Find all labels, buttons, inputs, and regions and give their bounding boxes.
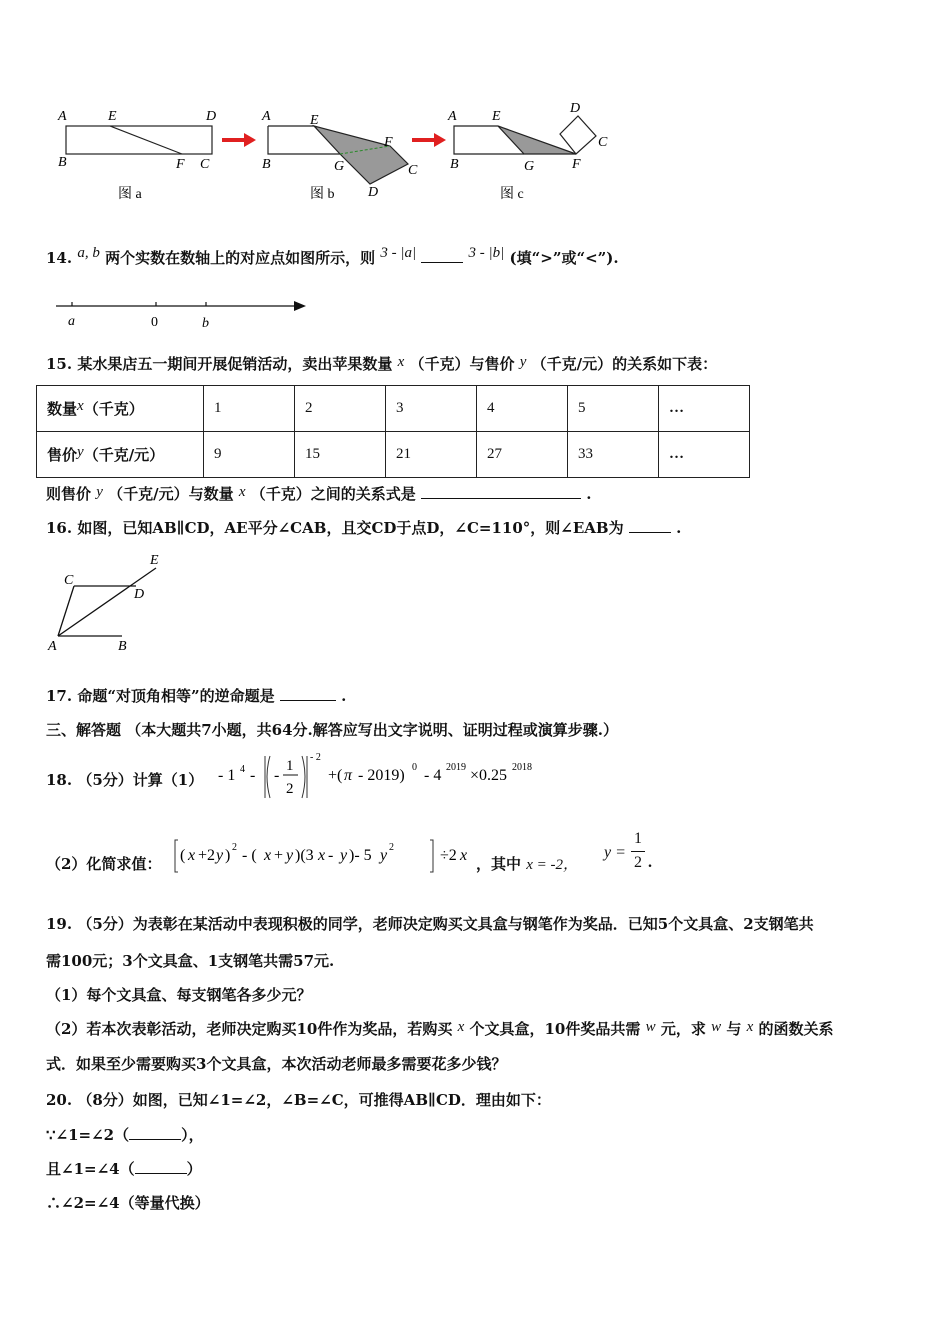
q16-text: 如图，已知AB∥CD，AE平分∠CAB，且交CD于点D，∠C=110°，则∠EAB为 bbox=[77, 519, 624, 537]
q18-where-text: ，其中 bbox=[476, 855, 522, 873]
svg-text:2: 2 bbox=[232, 842, 237, 853]
svg-text:π: π bbox=[344, 767, 353, 784]
q14-expr2: 3 - |b| bbox=[468, 245, 505, 261]
q15-text2: （千克）与售价 bbox=[409, 355, 515, 373]
table-row bbox=[37, 432, 750, 478]
caption-c: 图 c bbox=[500, 187, 524, 202]
table-header-price: 售价y（千克/元） bbox=[37, 432, 204, 478]
svg-text:y: y bbox=[340, 847, 348, 864]
svg-text:- 4: - 4 bbox=[424, 767, 442, 784]
q17-end: . bbox=[341, 687, 347, 705]
q20-step2-text: 且∠1=∠4（ bbox=[46, 1160, 135, 1178]
question-17 bbox=[46, 686, 346, 706]
question-14 bbox=[46, 245, 619, 269]
svg-text:-: - bbox=[250, 767, 256, 784]
q15-text6: （千克）之间的关系式是 bbox=[250, 485, 416, 503]
table-row bbox=[37, 386, 750, 432]
red-arrow-icon bbox=[412, 133, 446, 147]
label-c-C: C bbox=[598, 135, 608, 150]
svg-text:)(3: )(3 bbox=[295, 847, 314, 864]
q16-label-C: C bbox=[64, 573, 74, 588]
q20-step3: ∴∠2=∠4（等量代换） bbox=[46, 1194, 210, 1212]
table-cell: 15 bbox=[295, 432, 386, 478]
q19-sub2f: 式．如果至少需要购买3个文具盒，本次活动老师最多需要花多少钱？ bbox=[46, 1055, 507, 1073]
q20-step1 bbox=[46, 1125, 204, 1145]
q15-text5: （千克/元）与数量 bbox=[108, 485, 234, 503]
table-cell: … bbox=[659, 432, 750, 478]
table-cell: 21 bbox=[386, 432, 477, 478]
q19-var-x-2: x bbox=[746, 1019, 754, 1035]
svg-text:+2: +2 bbox=[198, 847, 216, 864]
table-cell: 27 bbox=[477, 432, 568, 478]
label-a-A: A bbox=[58, 109, 67, 124]
q14-text1: 两个实数在数轴上的对应点如图所示，则 bbox=[105, 249, 376, 267]
section-3-heading: 三、解答题 （本大题共7小题，共64分.解答应写出文字说明、证明过程或演算步骤.） bbox=[46, 721, 618, 739]
q19-line1: （5分）为表彰在某活动中表现积极的同学，老师决定购买文具盒与钢笔作为奖品．已知5个文具盒、2支钢笔共 bbox=[77, 915, 814, 933]
label-c-E: E bbox=[492, 109, 501, 124]
question-15 bbox=[46, 354, 717, 375]
svg-text:2018: 2018 bbox=[512, 762, 532, 773]
q18-x-value: x = -2， bbox=[526, 857, 579, 873]
svg-text:4: 4 bbox=[240, 764, 245, 775]
question-19 bbox=[46, 914, 814, 934]
caption-b: 图 b bbox=[310, 187, 335, 202]
q15-var-x: x bbox=[397, 354, 405, 370]
label-c-B: B bbox=[450, 157, 459, 172]
q20-text: （8分）如图，已知∠1=∠2，∠B=∠C，可推得AB∥CD．理由如下： bbox=[77, 1091, 551, 1109]
table-cell: 4 bbox=[477, 386, 568, 432]
q18-part2-label: （2）化简求值： bbox=[46, 855, 162, 873]
table-cell: 2 bbox=[295, 386, 386, 432]
label-c-F: F bbox=[572, 157, 581, 172]
svg-text:)- 5: )- 5 bbox=[349, 847, 372, 864]
svg-text:y: y bbox=[380, 847, 388, 864]
q20-step1-end: ）， bbox=[181, 1126, 204, 1144]
q15-text1: 某水果店五一期间开展促销活动，卖出苹果数量 bbox=[77, 355, 393, 373]
q19-var-w: w bbox=[645, 1019, 656, 1035]
q15-var-x-2: x bbox=[238, 484, 246, 500]
number-line bbox=[50, 292, 320, 334]
figure-b bbox=[261, 109, 418, 202]
label-a-B: B bbox=[58, 155, 67, 170]
figure-a bbox=[57, 109, 216, 202]
svg-text:(: ( bbox=[180, 847, 186, 864]
table-cell: 3 bbox=[386, 386, 477, 432]
caption-a: 图 a bbox=[118, 187, 142, 202]
svg-text:- 2019): - 2019) bbox=[358, 767, 405, 784]
numberline-label-a: a bbox=[68, 314, 75, 329]
table-cell: … bbox=[659, 386, 750, 432]
q20-step2-end: ） bbox=[186, 1160, 202, 1178]
table-cell: 9 bbox=[204, 432, 295, 478]
q17-answer-blank[interactable] bbox=[280, 686, 336, 701]
label-b-D: D bbox=[368, 185, 379, 200]
q17-text: 命题“对顶角相等”的逆命题是 bbox=[77, 687, 275, 705]
q18-where bbox=[476, 854, 578, 875]
q15-var-y-2: y bbox=[96, 484, 103, 500]
q16-number: 16. bbox=[46, 519, 73, 537]
q20-step1-blank[interactable] bbox=[129, 1125, 181, 1140]
q16-label-A: A bbox=[48, 639, 57, 654]
numberline-label-0: 0 bbox=[151, 315, 158, 330]
table-cell: 33 bbox=[568, 432, 659, 478]
label-b-G: G bbox=[334, 159, 345, 174]
q14-text2: (填“>”或“<”). bbox=[509, 249, 619, 267]
q15-followup bbox=[46, 484, 592, 505]
q14-answer-blank[interactable] bbox=[421, 248, 463, 263]
q18-part2 bbox=[46, 854, 161, 874]
svg-text:1: 1 bbox=[286, 758, 294, 774]
q18-y-eq: y = bbox=[604, 844, 626, 861]
svg-text:2: 2 bbox=[389, 842, 394, 853]
question-16 bbox=[46, 518, 681, 538]
q18-end: . bbox=[648, 854, 652, 871]
q16-answer-blank[interactable] bbox=[629, 518, 671, 533]
svg-text:- 2: - 2 bbox=[310, 752, 321, 763]
svg-text:0: 0 bbox=[412, 762, 417, 773]
svg-text:+: + bbox=[274, 847, 284, 864]
q15-text7: . bbox=[586, 485, 592, 503]
q18-y-denominator: 2 bbox=[634, 854, 642, 871]
label-a-E: E bbox=[108, 109, 117, 124]
q15-table bbox=[36, 385, 750, 478]
q19-sub2a: （2）若本次表彰活动，老师决定购买10件作为奖品，若购买 bbox=[46, 1020, 453, 1038]
label-a-C: C bbox=[200, 157, 210, 172]
svg-text:y: y bbox=[286, 847, 294, 864]
svg-text:x: x bbox=[264, 847, 272, 864]
label-b-F: F bbox=[384, 135, 393, 150]
q16-label-D: D bbox=[134, 587, 145, 602]
q20-step2 bbox=[46, 1159, 202, 1179]
svg-text:÷2: ÷2 bbox=[440, 847, 457, 864]
label-b-A: A bbox=[262, 109, 271, 124]
svg-text:2: 2 bbox=[286, 781, 294, 797]
svg-text:-: - bbox=[328, 847, 334, 864]
svg-text:2019: 2019 bbox=[446, 762, 466, 773]
q18-number: 18. bbox=[46, 771, 73, 789]
svg-text:+(: +( bbox=[328, 767, 343, 784]
q14-vars: a, b bbox=[77, 245, 100, 261]
q19-var-x: x bbox=[457, 1019, 465, 1035]
label-b-C: C bbox=[408, 163, 418, 178]
label-a-F: F bbox=[176, 157, 185, 172]
q15-number: 15. bbox=[46, 355, 73, 373]
svg-text:y: y bbox=[216, 847, 224, 864]
q19-number: 19. bbox=[46, 915, 73, 933]
q20-step1-text: ∵∠1=∠2（ bbox=[46, 1126, 130, 1144]
svg-text:x: x bbox=[188, 847, 196, 864]
question-20 bbox=[46, 1090, 551, 1110]
q19-sub2e: 的函数关系 bbox=[758, 1020, 834, 1038]
q18-text1: （5分）计算（1） bbox=[77, 771, 204, 789]
svg-text:x: x bbox=[460, 847, 468, 864]
q18-formula-2 bbox=[172, 834, 472, 878]
q16-end: . bbox=[676, 519, 682, 537]
red-arrow-icon bbox=[222, 133, 256, 147]
folding-figures bbox=[50, 100, 630, 210]
numberline-label-b: b bbox=[202, 316, 209, 331]
svg-text:-: - bbox=[274, 767, 280, 784]
svg-text:): ) bbox=[225, 847, 231, 864]
svg-text:×0.25: ×0.25 bbox=[470, 767, 508, 784]
q19-sub2 bbox=[46, 1019, 834, 1040]
q19-sub2c: 元，求 bbox=[660, 1020, 706, 1038]
q20-number: 20. bbox=[46, 1091, 73, 1109]
table-cell: 5 bbox=[568, 386, 659, 432]
svg-text:x: x bbox=[318, 847, 326, 864]
label-c-G: G bbox=[524, 159, 535, 174]
q18-y-numerator: 1 bbox=[634, 830, 642, 847]
label-c-D: D bbox=[570, 101, 581, 116]
q15-text4: 则售价 bbox=[46, 485, 92, 503]
q19-sub1: （1）每个文具盒、每支钢笔各多少元？ bbox=[46, 986, 312, 1004]
q19-sub2b: 个文具盒，10件奖品共需 bbox=[469, 1020, 641, 1038]
svg-text:- 1: - 1 bbox=[218, 767, 236, 784]
q14-number: 14. bbox=[46, 249, 73, 267]
label-b-E: E bbox=[310, 113, 319, 128]
q16-label-E: E bbox=[150, 553, 159, 568]
q17-number: 17. bbox=[46, 687, 73, 705]
q19-line2: 需100元；3个文具盒、1支钢笔共需57元. bbox=[46, 952, 335, 970]
q15-text3: （千克/元）的关系如下表： bbox=[531, 355, 718, 373]
q16-label-B: B bbox=[118, 639, 127, 654]
q19-var-w-2: w bbox=[711, 1019, 722, 1035]
table-header-quantity: 数量x（千克） bbox=[37, 386, 204, 432]
q16-figure bbox=[44, 548, 184, 658]
table-cell: 1 bbox=[204, 386, 295, 432]
q20-step2-blank[interactable] bbox=[135, 1159, 187, 1174]
label-c-A: A bbox=[448, 109, 457, 124]
figure-c bbox=[447, 101, 608, 202]
label-a-D: D bbox=[206, 109, 217, 124]
q15-answer-blank[interactable] bbox=[421, 484, 581, 499]
q19-sub2d: 与 bbox=[726, 1020, 742, 1038]
question-18 bbox=[46, 770, 203, 790]
q15-var-y: y bbox=[519, 354, 527, 370]
label-b-B: B bbox=[262, 157, 271, 172]
svg-text:- (: - ( bbox=[242, 847, 257, 864]
q18-formula-1 bbox=[216, 748, 566, 804]
q14-expr1: 3 - |a| bbox=[380, 245, 417, 261]
